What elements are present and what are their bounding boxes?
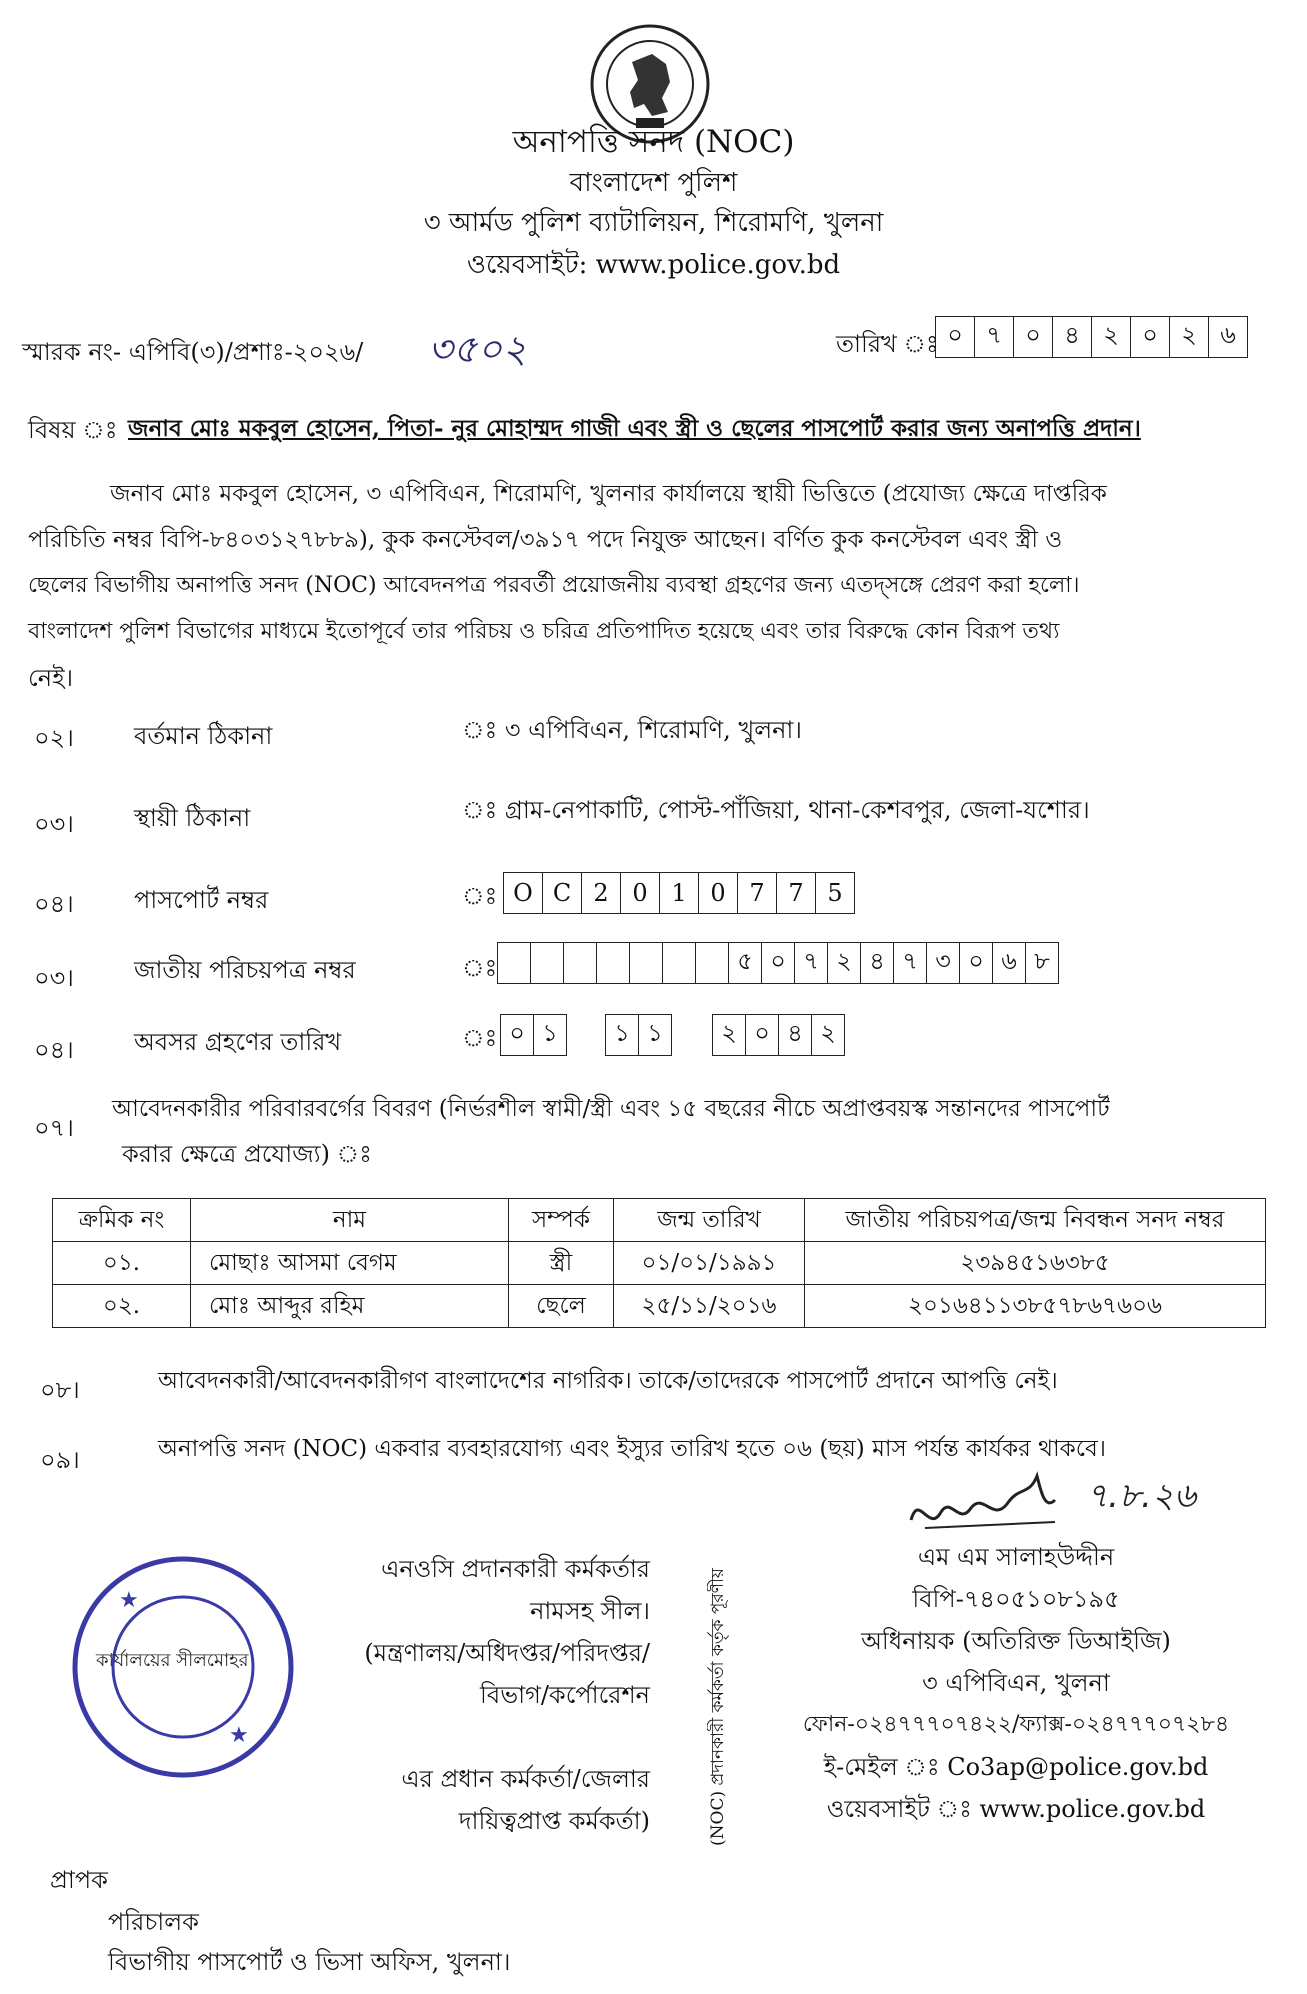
nid-digit [531,943,564,983]
nid-digit [630,943,663,983]
table-cell: ০২. [53,1285,191,1328]
retire-digit: ২ [820,1019,836,1047]
svg-text:★: ★ [119,1588,139,1613]
clause-validity: অনাপত্তি সনদ (NOC) একবার ব্যবহারযোগ্য এবং ইস্যুর তারিখ হতে ০৬ (ছয়) মাস পর্যন্ত কার্যকর থাকবে। [158,1436,1107,1462]
column-header: জাতীয় পরিচয়পত্র/জন্ম নিবন্ধন সনদ নম্বর [805,1199,1266,1242]
family-heading-line-2: করার ক্ষেত্রে প্রযোজ্য) ঃ [122,1140,372,1168]
header-website: ওয়েবসাইট: www.police.gov.bd [466,250,841,280]
body-line-5: নেই। [28,664,74,692]
passport-char: O [504,873,543,913]
table-header-row [53,1199,1266,1242]
retire-digit: ১ [606,1015,639,1055]
passport-char: 5 [827,879,843,907]
table-row [53,1242,1266,1285]
signatory-phone-fax: ফোন-০২৪৭৭৭০৭৪২২/ফ্যাক্স-০২৪৭৭৭০৭২৮৪ [802,1712,1230,1737]
item-number: ০৪। [34,890,74,918]
present-address-value: ঃ ৩ এপিবিএন, শিরোমণি, খুলনা। [462,716,802,744]
recipient-title: পরিচালক [108,1908,199,1936]
passport-label: পাসপোর্ট নম্বর [134,886,269,914]
signatory-designation: অধিনায়ক (অতিরিক্ত ডিআইজি) [861,1627,1171,1655]
issuer-line: (মন্ত্রণালয়/অধিদপ্তর/পরিদপ্তর/ [364,1639,650,1667]
clause-citizenship: আবেদনকারী/আবেদনকারীগণ বাংলাদেশের নাগরিক। তাকে/তাদেরকে পাসপোর্ট প্রদানে আপত্তি নেই। [158,1368,1058,1394]
table-cell: ০১/০১/১৯৯১ [614,1242,805,1285]
passport-number-boxes [503,872,855,914]
nid-number-boxes [497,942,1059,984]
nid-digit [564,943,597,983]
retirement-date-label: অবসর গ্রহণের তারিখ [134,1028,342,1056]
organization-name: বাংলাদেশ পুলিশ [569,168,738,198]
present-address-label: বর্তমান ঠিকানা [134,722,273,750]
memo-number-label: স্মারক নং- এপিবি(৩)/প্রশাঃ-২০২৬/ [22,338,364,366]
date-boxes [935,316,1248,358]
nid-digit: ৮ [1034,947,1050,975]
date-digit: ৬ [1220,321,1236,349]
signatory-bp-number: বিপি-৭৪০৫১০৮১৯৫ [912,1585,1120,1613]
handwritten-signature [905,1462,1067,1538]
passport-char: 7 [777,873,816,913]
vertical-note: (NOC) প্রদানকারী কর্মকর্তা কর্তৃক পূরণীয় [708,1568,728,1846]
svg-text:★: ★ [229,1723,249,1748]
nid-digit [696,943,729,983]
column-header: জন্ম তারিখ [614,1199,805,1242]
unit-address: ৩ আর্মড পুলিশ ব্যাটালিয়ন, শিরোমণি, খুলনা [423,208,884,238]
retire-month-boxes [605,1014,672,1056]
issuer-block [330,1548,650,1842]
table-cell: মোছাঃ আসমা বেগম [191,1242,509,1285]
retire-digit: ০ [501,1015,534,1055]
memo-handwritten-number: ৩৫০২ [428,327,527,371]
table-cell: স্ত্রী [509,1242,614,1285]
issuer-line: নামসহ সীল। [530,1597,650,1625]
nid-label: জাতীয় পরিচয়পত্র নম্বর [134,956,356,984]
issuer-line: এনওসি প্রদানকারী কর্মকর্তার [381,1555,650,1583]
passport-char: 2 [582,873,621,913]
family-heading-line-1: আবেদনকারীর পরিবারবর্গের বিবরণ (নির্ভরশীল স্বামী/স্ত্রী এবং ১৫ বছরের নীচে অপ্রাপ্তবয়স্ক সন্তানদের পাসপোর্ট [112,1096,1110,1122]
nid-digit: ৫ [729,943,762,983]
passport-char: 1 [660,873,699,913]
item-number: ০৭। [34,1114,74,1142]
body-line-3: ছেলের বিভাগীয় অনাপত্তি সনদ (NOC) আবেদনপত্র পরবর্তী প্রয়োজনীয় ব্যবস্থা গ্রহণের জন্য এতদ্‌সঙ্গে প্রেরণ করা হলো। [28,573,1080,598]
table-cell: ২৫/১১/২০১৬ [614,1285,805,1328]
passport-char: 0 [621,873,660,913]
retire-year-boxes [712,1014,845,1056]
signatory-unit: ৩ এপিবিএন, খুলনা [922,1669,1110,1697]
table-cell: ছেলে [509,1285,614,1328]
date-digit: ৭ [975,317,1014,357]
item-number: ০৩। [34,810,74,838]
column-header: ক্রমিক নং [53,1199,191,1242]
passport-char: 0 [699,873,738,913]
date-digit: ৪ [1053,317,1092,357]
item-number: ০৪। [34,1036,74,1064]
nid-digit: ৬ [993,943,1026,983]
column-header: সম্পর্ক [509,1199,614,1242]
body-line-4: বাংলাদেশ পুলিশ বিভাগের মাধ্যমে ইতোপূর্বে তার পরিচয় ও চরিত্র প্রতিপাদিত হয়েছে এবং তার বিরুদ্ধে কোন বিরূপ তথ্য [28,619,1060,644]
item-number: ০২। [34,724,74,752]
nid-digit: ৩ [927,943,960,983]
document-title: অনাপত্তি সনদ (NOC) [512,124,795,160]
retire-day-boxes [500,1014,567,1056]
column-header: নাম [191,1199,509,1242]
date-label: তারিখ ঃ [836,330,939,358]
issuer-line: দায়িত্বপ্রাপ্ত কর্মকর্তা) [458,1807,650,1835]
item-number: ০৩। [34,964,74,992]
nid-digit: ০ [960,943,993,983]
signature-date: ৭.৮.২৬ [1086,1476,1196,1516]
table-cell: ২০১৬৪১১৩৮৫৭৮৬৭৬০৬ [805,1285,1266,1328]
date-digit: ০ [936,317,975,357]
retire-digit: ১ [542,1019,558,1047]
nid-digit [663,943,696,983]
family-table [52,1198,1266,1328]
retire-digit: ৪ [779,1015,812,1055]
nid-digit [498,943,531,983]
body-line-2: পরিচিতি নম্বর বিপি-৮৪০৩১২৭৮৮৯), কুক কনস্টেবল/৩৯১৭ পদে নিযুক্ত আছেন। বর্ণিত কুক কনস্টেবল এবং স্ত্রী ও [28,527,1063,553]
nid-digit: ০ [762,943,795,983]
nid-colon: ঃ [462,954,498,982]
table-row [53,1285,1266,1328]
recipient-label: প্রাপক [50,1866,108,1894]
date-digit: ০ [1014,317,1053,357]
permanent-address-label: স্থায়ী ঠিকানা [134,804,251,832]
issuer-line [330,1716,650,1758]
table-cell: ০১. [53,1242,191,1285]
body-line-1: জনাব মোঃ মকবুল হোসেন, ৩ এপিবিএন, শিরোমণি, খুলনার কার্যালয়ে স্থায়ী ভিত্তিতে (প্রযোজ্য ক্ষেত্রে দাপ্তরিক [110,481,1107,507]
retire-digit: ২ [713,1015,746,1055]
nid-digit [597,943,630,983]
permanent-address-value: ঃ গ্রাম-নেপাকাটি, পোস্ট-পাঁজিয়া, থানা-কেশবপুর, জেলা-যশোর। [462,796,1090,824]
nid-digit: ২ [828,943,861,983]
signatory-email: ই-মেইল ঃ Co3ap@police.gov.bd [823,1753,1209,1781]
nid-digit: ৭ [795,943,828,983]
subject-label: বিষয় ঃ [28,416,118,444]
date-digit: ২ [1170,317,1209,357]
item-number: ০৮। [40,1376,80,1404]
office-seal-label: কার্যালয়ের সীলমোহর [96,1650,249,1671]
nid-digit: ৪ [861,943,894,983]
nid-digit: ৭ [894,943,927,983]
signatory-name: এম এম সালাহউদ্দীন [917,1543,1115,1571]
passport-char: C [543,873,582,913]
recipient-office: বিভাগীয় পাসপোর্ট ও ভিসা অফিস, খুলনা। [108,1948,511,1976]
passport-char: 7 [738,873,777,913]
table-cell: মোঃ আব্দুর রহিম [191,1285,509,1328]
item-number: ০৯। [40,1446,80,1474]
signatory-website: ওয়েবসাইট ঃ www.police.gov.bd [826,1795,1206,1823]
table-cell: ২৩৯৪৫১৬৩৮৫ [805,1242,1266,1285]
subject-text: জনাব মোঃ মকবুল হোসেন, পিতা- নুর মোহাম্মদ গাজী এবং স্ত্রী ও ছেলের পাসপোর্ট করার জন্য অনাপত্তি প্রদান। [128,415,1141,442]
passport-colon: ঃ [462,882,498,910]
retire-digit: ০ [746,1015,779,1055]
issuer-line: এর প্রধান কর্মকর্তা/জেলার [401,1765,650,1793]
retire-colon: ঃ [462,1024,498,1052]
date-digit: ২ [1092,317,1131,357]
retire-digit: ১ [647,1019,663,1047]
issuer-line: বিভাগ/কর্পোরেশন [480,1681,650,1709]
signatory-block [760,1536,1272,1830]
date-digit: ০ [1131,317,1170,357]
